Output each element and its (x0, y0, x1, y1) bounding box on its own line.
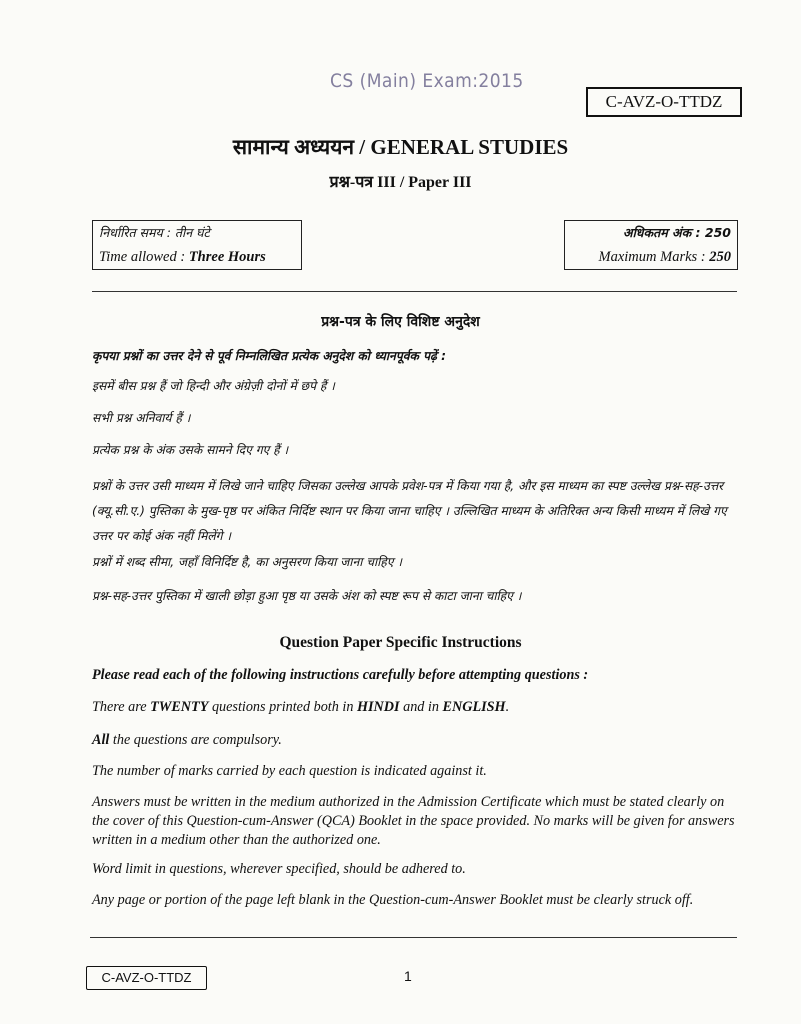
english-item-3: The number of marks carried by each question is indicated against it. (92, 763, 487, 779)
paper-subtitle: प्रश्न-पत्र III / Paper III (329, 174, 472, 191)
time-hindi: निर्धारित समय : तीन घंटे (99, 225, 210, 240)
english-item-6: Any page or portion of the page left blank in the Question-cum-Answer Booklet must be clearly struck off. (92, 892, 694, 908)
time-label: Time allowed : (99, 249, 189, 265)
divider-top (92, 291, 737, 292)
english-instructions-intro: Please read each of the following instructions carefully before attempting questions : (92, 667, 589, 683)
time-value: Three Hours (188, 249, 266, 265)
hindi-item-2: सभी प्रश्न अनिवार्य हैं । (92, 411, 191, 425)
booklet-code-bottom: C-AVZ-O-TTDZ (86, 966, 207, 990)
marks-value: 250 (709, 249, 731, 265)
hindi-instructions-intro: कृपया प्रश्नों का उत्तर देने से पूर्व निम्नलिखित प्रत्येक अनुदेश को ध्यानपूर्वक पढ़ें : (92, 349, 446, 363)
item1-text-c: questions printed both in (208, 699, 357, 715)
hindi-item-4: प्रश्नों के उत्तर उसी माध्यम में लिखे जाने चाहिए जिसका उल्लेख आपके प्रवेश-पत्र में किया गया है, और इस माध्यम का स्पष्ट उल्लेख प्रश्न-सह-उत्तर (क्यू.सी.ए.) पुस्तिका के मुख-पृष्ठ पर अंकित निर्दिष्ट स्थान पर किया जाना चाहिए । उल्लिखित माध्यम के अतिरिक्त अन्य किसी माध्यम में लिखे गए उत्तर पर कोई अंक नहीं मिलेंगे । (92, 479, 727, 543)
divider-bottom (90, 937, 737, 938)
item1-hindi: HINDI (356, 699, 400, 715)
time-english (99, 245, 295, 269)
item2-all: All (92, 732, 110, 748)
booklet-code-top: C-AVZ-O-TTDZ (586, 87, 742, 117)
page-number: 1 (404, 968, 412, 984)
english-item-2 (92, 731, 742, 750)
english-item-4: Answers must be written in the medium authorized in the Admission Certificate which must be stated clearly on the cover of this Question-cum-Answer (QCA) Booklet in the space provided. No marks will be given for answers written in a medium other than the authorized one. (92, 794, 735, 848)
marks-english (571, 245, 731, 269)
marks-hindi: अधिकतम अंक : 250 (623, 225, 731, 240)
hindi-item-5: प्रश्नों में शब्द सीमा, जहाँ विनिर्दिष्ट है, का अनुसरण किया जाना चाहिए । (92, 555, 403, 569)
english-item-1 (92, 698, 742, 717)
english-instructions-heading: Question Paper Specific Instructions (279, 634, 522, 651)
maximum-marks-box (564, 220, 738, 270)
hindi-item-1: इसमें बीस प्रश्न हैं जो हिन्दी और अंग्रेज़ी दोनों में छपे हैं । (92, 379, 335, 393)
hindi-instructions-heading: प्रश्न-पत्र के लिए विशिष्ट अनुदेश (321, 314, 480, 330)
time-allowed-box (92, 220, 302, 270)
exam-stamp: CS (Main) Exam:2015 (330, 70, 524, 92)
item1-text-g: . (505, 699, 510, 715)
page-title: सामान्य अध्ययन / GENERAL STUDIES (232, 135, 569, 159)
hindi-item-3: प्रत्येक प्रश्न के अंक उसके सामने दिए गए हैं । (92, 443, 289, 457)
english-item-5: Word limit in questions, wherever specified, should be adhered to. (92, 861, 466, 877)
item1-text-e: and in (399, 699, 443, 715)
marks-label: Maximum Marks : (598, 249, 710, 265)
hindi-item-6: प्रश्न-सह-उत्तर पुस्तिका में खाली छोड़ा हुआ पृष्ठ या उसके अंश को स्पष्ट रूप से काटा जाना चाहिए । (92, 589, 522, 603)
item1-english: ENGLISH (442, 699, 506, 715)
item2-text: the questions are compulsory. (109, 732, 282, 748)
item1-text-a: There are (92, 699, 151, 715)
item1-count: TWENTY (150, 699, 209, 715)
